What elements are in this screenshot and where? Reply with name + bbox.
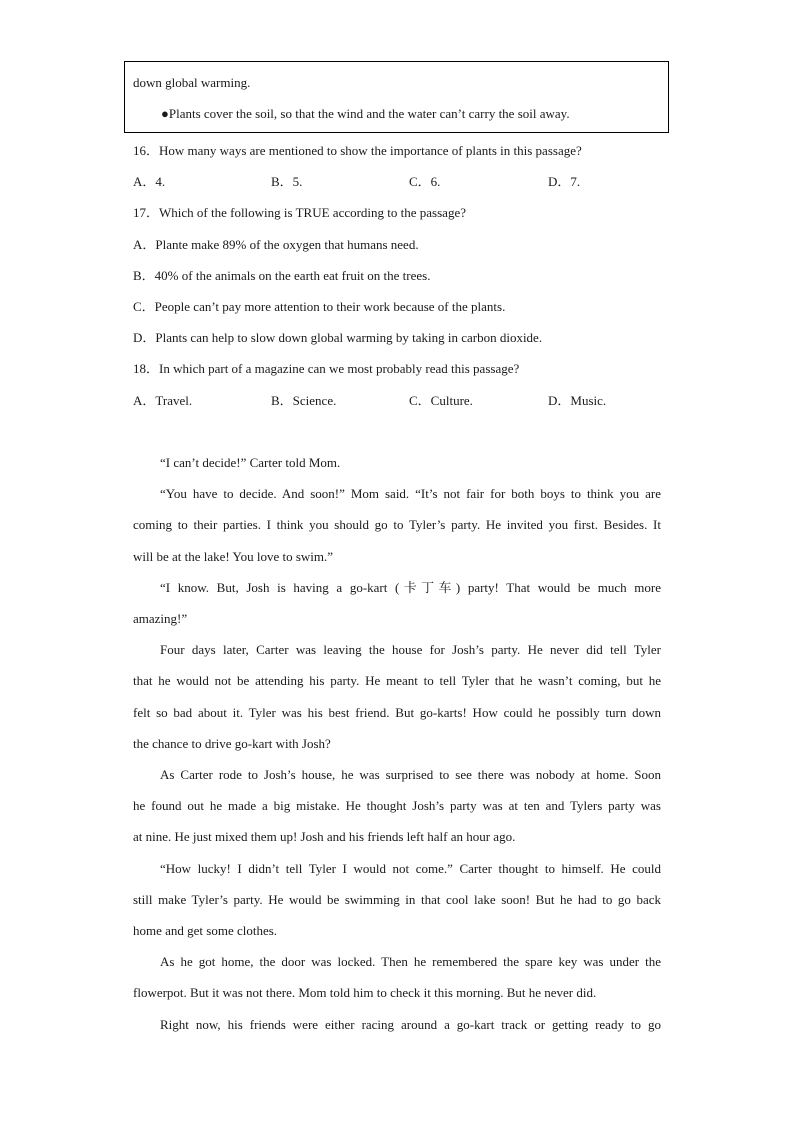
question-17-stem: 17．Which of the following is TRUE according to the passage? [133,205,466,220]
q18-option-b: B．Science. [271,393,337,408]
story-line-8: that he would not be attending his party. He meant to tell Tyler that he wasn’t coming, but he [133,673,661,688]
story-line-18: flowerpot. But it was not there. Mom told him to check it this morning. But he never did. [133,985,597,1000]
story-line-10: the chance to drive go-kart with Josh? [133,736,331,751]
story-line-13: at nine. He just mixed them up! Josh and his friends left half an hour ago. [133,829,516,844]
story-line-15: still make Tyler’s party. He would be swimming in that cool lake soon! But he had to go back [133,892,661,907]
story-line-14: “How lucky! I didn’t tell Tyler I would not come.” Carter thought to himself. He could [160,861,661,876]
story-line-16: home and get some clothes. [133,923,278,938]
question-18-stem: 18．In which part of a magazine can we most probably read this passage? [133,361,520,376]
story-line-4: will be at the lake! You love to swim.” [133,549,334,564]
q18-option-c: C．Culture. [409,393,473,408]
q17-option-b: B．40% of the animals on the earth eat fruit on the trees. [133,268,431,283]
question-16-stem: 16．How many ways are mentioned to show the importance of plants in this passage? [133,143,582,158]
story-line-12: he found out he made a big mistake. He thought Josh’s party was at ten and Tylers party was [133,798,661,813]
q16-option-c: C．6. [409,174,441,189]
box-line-2: ●Plants cover the soil, so that the wind and the water can’t carry the soil away. [161,106,570,121]
q17-option-d: D．Plants can help to slow down global warming by taking in carbon dioxide. [133,330,543,345]
story-line-3: coming to their parties. I think you should go to Tyler’s party. He invited you first. Besides. It [133,517,661,532]
story-line-5: “I know. But, Josh is having a go-kart (卡丁车) party! That would be much more [160,580,661,595]
q17-option-a: A．Plante make 89% of the oxygen that humans need. [133,237,419,252]
story-line-2: “You have to decide. And soon!” Mom said. “It’s not fair for both boys to think you are [160,486,661,501]
q16-option-d: D．7. [548,174,581,189]
passage-box [124,61,669,133]
q17-option-c: C．People can’t pay more attention to their work because of the plants. [133,299,506,314]
story-line-11: As Carter rode to Josh’s house, he was surprised to see there was nobody at home. Soon [160,767,661,782]
q18-option-d: D．Music. [548,393,607,408]
story-line-1: “I can’t decide!” Carter told Mom. [160,455,341,470]
q16-option-a: A．4. [133,174,166,189]
story-line-9: felt so bad about it. Tyler was his best friend. But go-karts! How could he possibly turn down [133,705,661,720]
q16-option-b: B．5. [271,174,303,189]
story-line-6: amazing!” [133,611,188,626]
story-line-7: Four days later, Carter was leaving the house for Josh’s party. He never did tell Tyler [160,642,661,657]
q18-option-a: A．Travel. [133,393,193,408]
story-line-17: As he got home, the door was locked. Then he remembered the spare key was under the [160,954,661,969]
story-line-19: Right now, his friends were either racing around a go-kart track or getting ready to go [160,1017,661,1032]
box-line-1: down global warming. [133,75,251,90]
